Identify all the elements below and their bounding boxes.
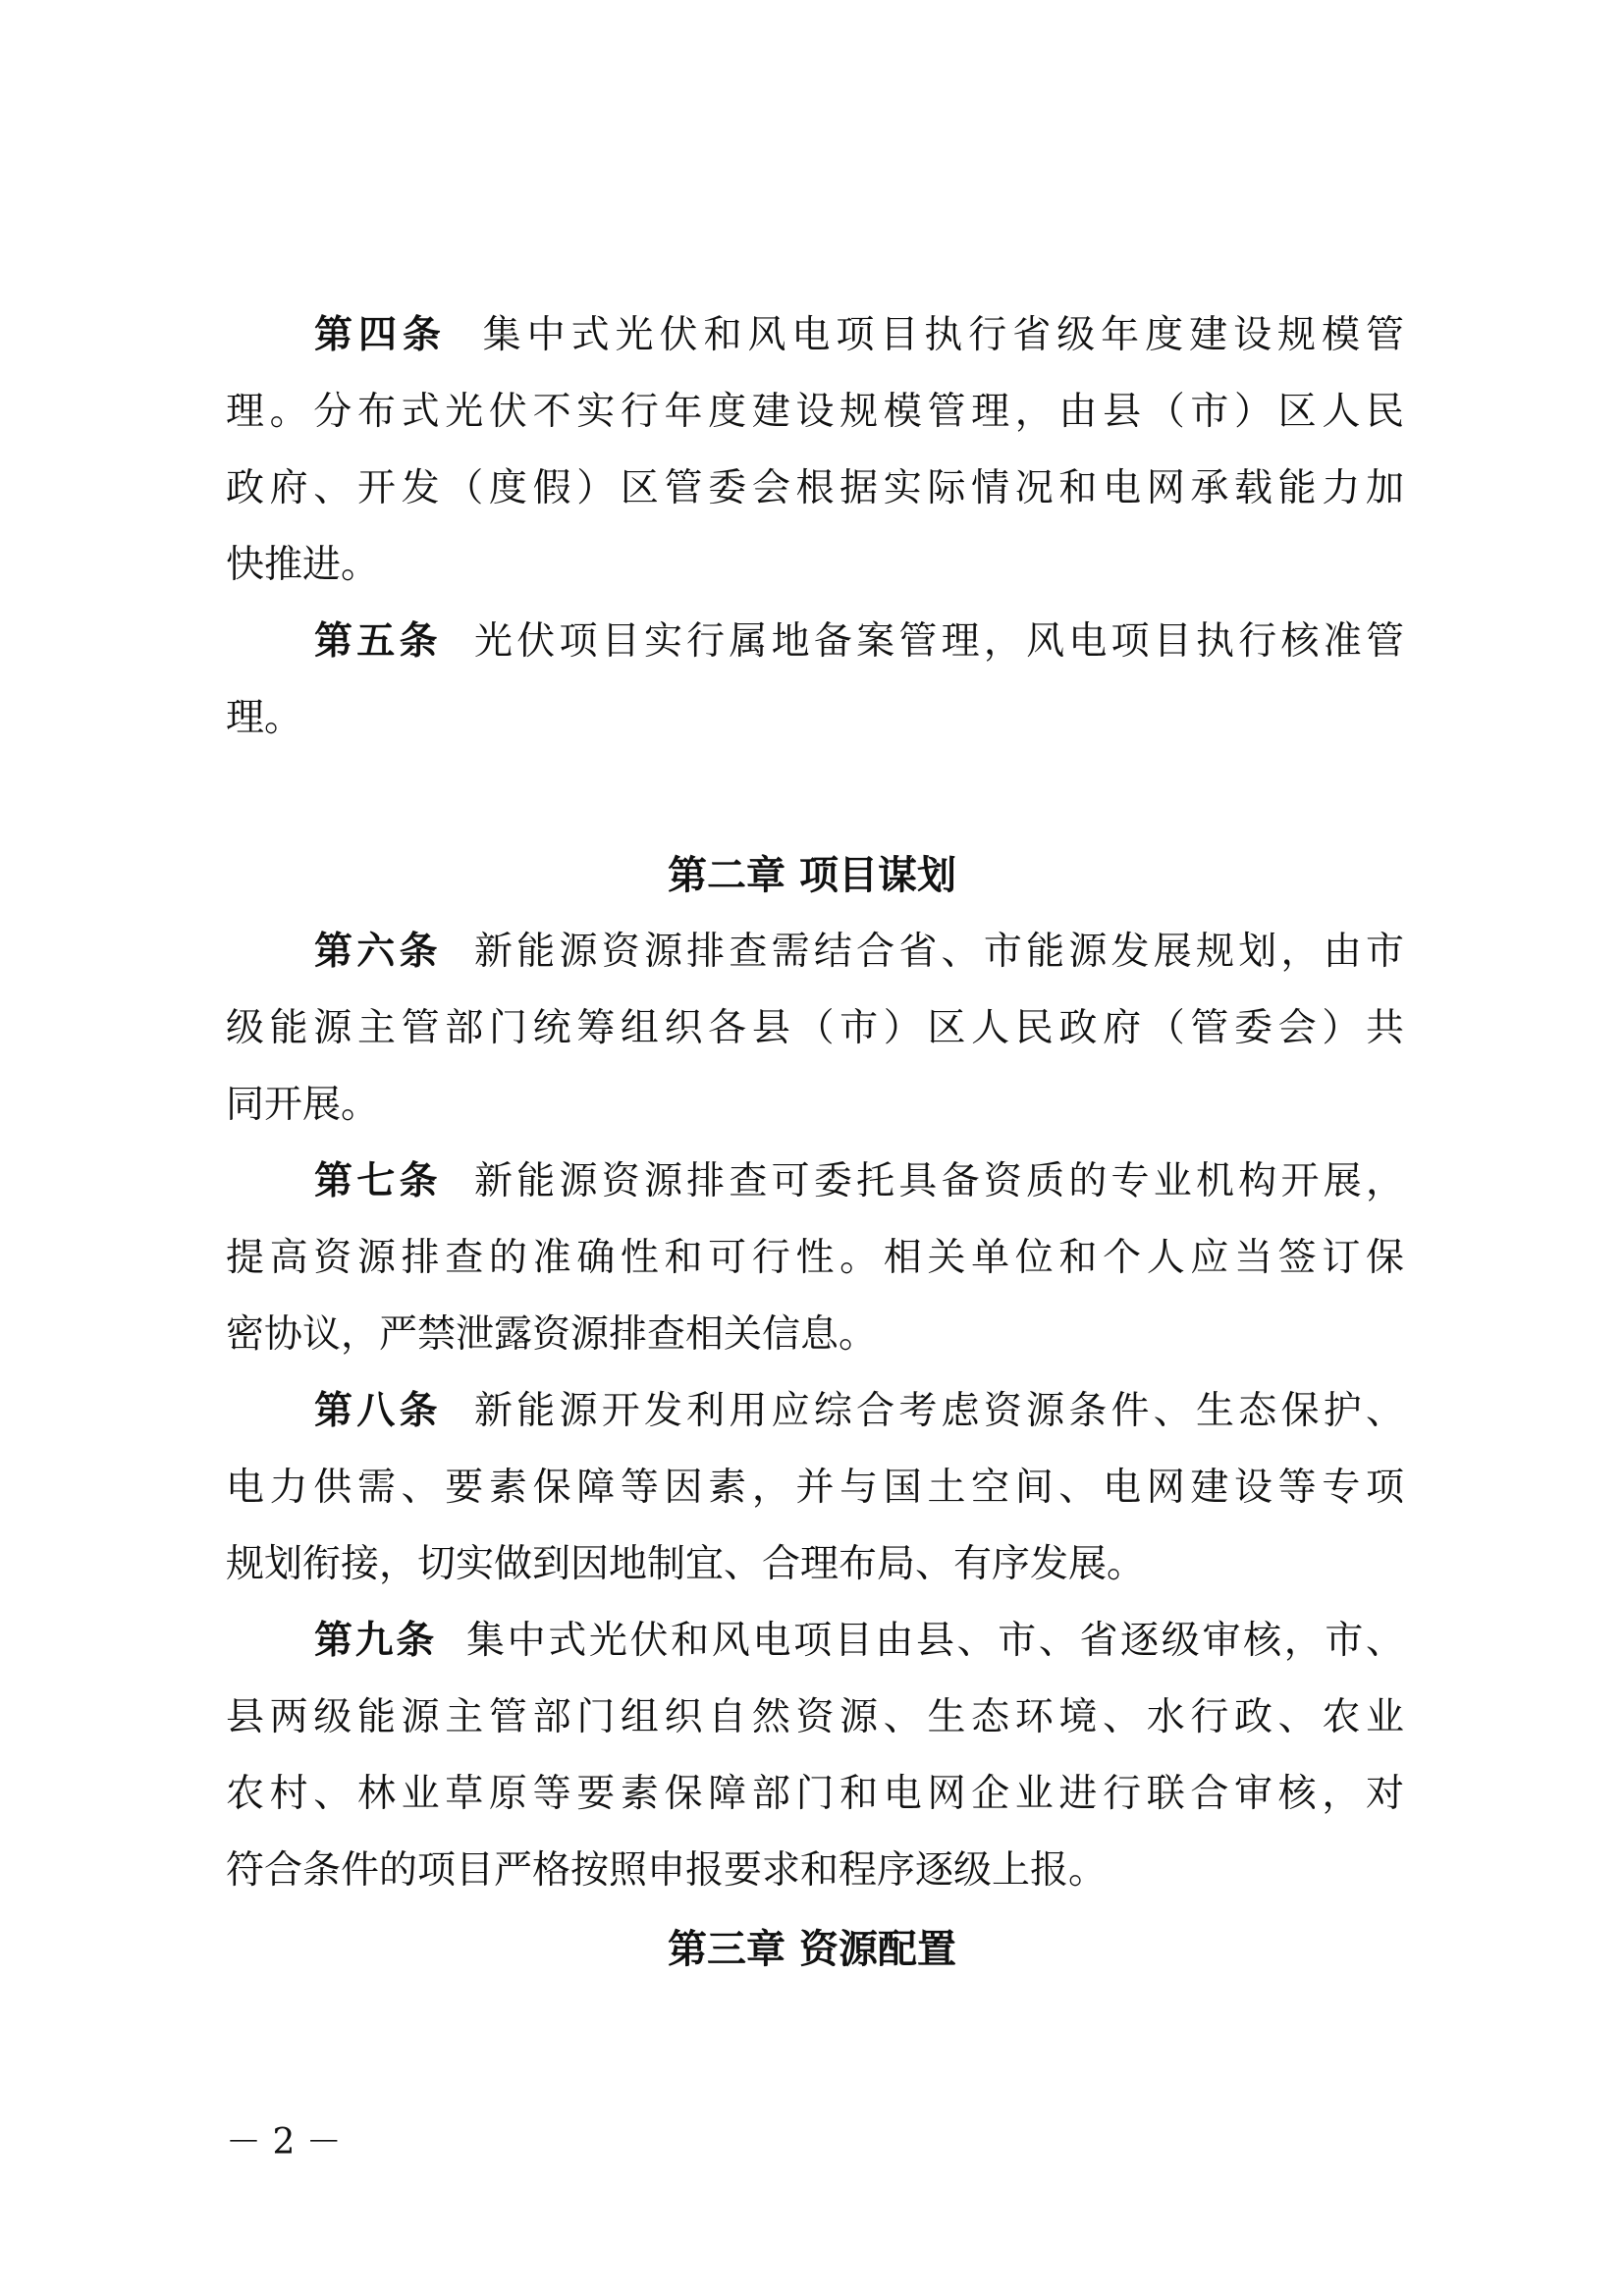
chapter-3-heading: 第三章 资源配置	[668, 1927, 956, 1972]
article-8-line-1	[314, 1389, 1404, 1433]
article-9-text: 集中式光伏和风电项目由县、市、省逐级审核，市、	[466, 1619, 1404, 1663]
article-4-label: 第四条	[314, 313, 447, 357]
chapter-2-heading: 第二章 项目谋划	[668, 853, 956, 898]
page-number: － 2 －	[226, 2122, 342, 2163]
article-9-line-3: 农村、林业草原等要素保障部门和电网企业进行联合审核，对	[226, 1772, 1404, 1816]
article-8-label: 第八条	[314, 1389, 442, 1433]
article-8-line-3: 规划衔接，切实做到因地制宜、合理布局、有序发展。	[226, 1542, 1146, 1586]
article-6-text: 新能源资源排查需结合省、市能源发展规划，由市	[474, 930, 1404, 974]
article-9-line-4: 符合条件的项目严格按照申报要求和程序逐级上报。	[226, 1848, 1108, 1893]
article-5-label: 第五条	[314, 619, 442, 664]
article-6-line-1	[314, 930, 1404, 974]
article-8-text: 新能源开发利用应综合考虑资源条件、生态保护、	[474, 1389, 1404, 1433]
article-6-label: 第六条	[314, 930, 442, 974]
article-4-line-2: 理。分布式光伏不实行年度建设规模管理，由县（市）区人民	[226, 390, 1404, 434]
article-4-line-1	[314, 313, 1404, 357]
article-5-line-2: 理。	[226, 696, 303, 740]
article-4-line-3: 政府、开发（度假）区管委会根据实际情况和电网承载能力加	[226, 466, 1404, 510]
article-5-text: 光伏项目实行属地备案管理，风电项目执行核准管	[474, 619, 1404, 664]
article-4-text: 集中式光伏和风电项目执行省级年度建设规模管	[482, 313, 1404, 357]
article-7-text: 新能源资源排查可委托具备资质的专业机构开展，	[474, 1159, 1404, 1203]
article-9-line-1	[314, 1619, 1404, 1663]
article-9-line-2: 县两级能源主管部门组织自然资源、生态环境、水行政、农业	[226, 1695, 1404, 1739]
article-6-line-2: 级能源主管部门统筹组织各县（市）区人民政府（管委会）共	[226, 1006, 1404, 1050]
article-5-line-1	[314, 619, 1404, 664]
article-6-line-3: 同开展。	[226, 1083, 380, 1127]
article-7-line-3: 密协议，严禁泄露资源排查相关信息。	[226, 1312, 878, 1357]
article-4-line-4: 快推进。	[226, 543, 380, 587]
article-8-line-2: 电力供需、要素保障等因素，并与国土空间、电网建设等专项	[226, 1466, 1404, 1510]
article-7-label: 第七条	[314, 1159, 442, 1203]
article-7-line-2: 提高资源排查的准确性和可行性。相关单位和个人应当签订保	[226, 1236, 1404, 1280]
article-9-label: 第九条	[314, 1619, 437, 1663]
article-7-line-1	[314, 1159, 1404, 1203]
